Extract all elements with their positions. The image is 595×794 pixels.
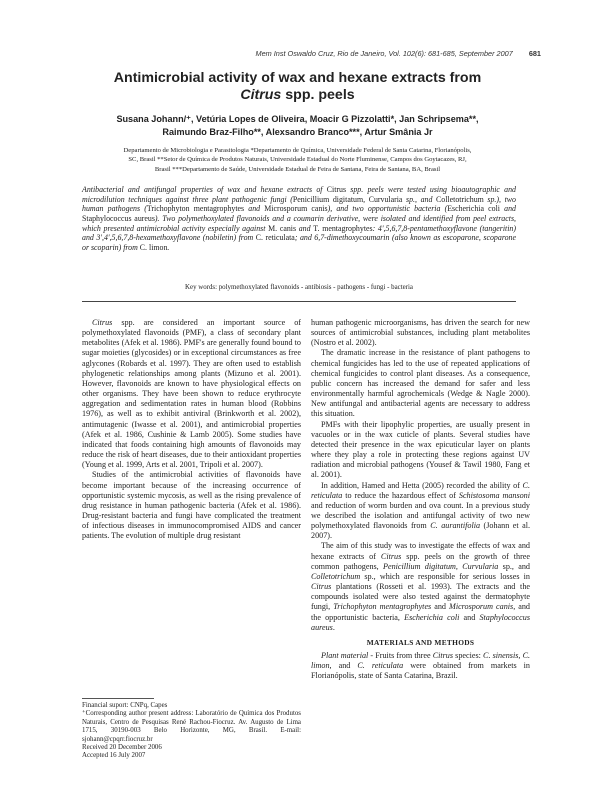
abstract-text: Colletotrichum <box>436 194 484 204</box>
affiliation-line-1: Departamento de Microbiologia e Parasitologia *Departamento de Química, Universidade Federal de Santa Catarina, Florianópolis, <box>123 147 472 154</box>
paragraph-text: were obtained from markets in Florianópolis, state of Santa Catarina, Brazil. <box>311 661 530 681</box>
species-name: Microsporum canis <box>449 602 514 612</box>
title-line-2 <box>60 87 535 104</box>
genus-name: Citrus <box>92 318 113 327</box>
genus-name: Citrus <box>432 651 454 660</box>
paragraph-text: to reduce the hazardous effect of <box>342 490 459 500</box>
genus-name: Citrus <box>380 551 402 561</box>
abstract-text: ; and 6,7-dimethoxycoumarin (also known as escoparone, scoparone or scoparin) from <box>82 233 516 252</box>
paragraph-text: and <box>431 602 450 612</box>
genus-name: Citrus <box>311 582 332 592</box>
intro-paragraph-2: Studies of the antimicrobial activities of flavonoids have become important because of the increasing occurrence of opportunistic systemic mycosis, as well as the rising prevalence of drug resistance in human pathogenic bacteria (Afek et al. 1986). Drug-resistant bacteria and fungi have complicated the treatment of infectious diseases in immunocompromised AIDS and cancer patients. The evolution of multiple drug resistant <box>82 470 301 541</box>
accepted-date: Accepted 16 July 2007 <box>82 752 146 760</box>
funding-note: Financial suport: CNPq, Capes <box>82 702 168 709</box>
abstract-text: , <box>363 194 369 204</box>
abstract-text: Escherichia coli <box>447 204 500 214</box>
paragraph-text: - Fruits from three <box>368 651 433 660</box>
page-number: 681 <box>528 49 541 58</box>
paragraph-text: The aim of this study was to investigate the effects of wax and hexane extracts of <box>311 541 530 561</box>
paragraph-text: , and the opportunistic bacteria, <box>311 602 530 622</box>
species-name: C. reticulata <box>311 480 530 500</box>
abstract-text: ). Two polymethoxylated flavonoids and a coumarin derivative, were isolated and identified from peel extracts, which presented antimicrobial activity especially against <box>82 213 516 233</box>
abstract-text: Trichophyton mentagrophytes <box>146 204 245 214</box>
footnotes <box>82 702 301 761</box>
species-name: C. aurantifolia <box>430 521 481 531</box>
methods-paragraph-1 <box>311 651 530 681</box>
paragraph-text: In addition, Hamed and Hetta (2005) recorded the ability of <box>321 480 523 490</box>
abstract-text: and <box>296 223 314 233</box>
intro-paragraph-5: PMFs with their lipophylic properties, are usually present in vacuoles or in the wax cuticle of plants. Several studies have detected their presence in the wax epicuticular layer on plants where they play a role in protecting these regions against UV radiation and microbial pathogens (Yousef & Tawil 1980, Fang et al. 2001). <box>311 419 530 480</box>
abstract-text: spp. peels were tested using bioautographic and microdilution techniques against three plant pathogenic fungi ( <box>82 185 516 204</box>
title-line-1: Antimicrobial activity of wax and hexane extracts from <box>113 70 482 86</box>
genus-name: Colletotrichum <box>311 571 361 581</box>
species-name: C. limon <box>311 651 531 671</box>
footnote-divider <box>82 698 154 699</box>
right-column <box>311 318 530 681</box>
abstract-text: Antibacterial and antifungal properties of wax and hexane extracts of <box>82 185 327 194</box>
abstract-text: T. mentagrophytes <box>313 223 373 233</box>
journal-citation: Mem Inst Oswaldo Cruz, Rio de Janeiro, Vol. 102(6): 681-685, September 2007 <box>255 49 513 58</box>
paragraph-text: , <box>455 561 463 571</box>
abstract-text: . <box>167 242 170 252</box>
intro-paragraph-1 <box>82 318 301 470</box>
species-name: C. reticulata <box>357 661 404 671</box>
species-name: Penicillium digitatum <box>383 561 456 571</box>
running-head <box>256 49 542 58</box>
paragraph-text: , and <box>329 661 358 671</box>
section-divider <box>82 301 516 302</box>
paragraph-text: spp. peels on the growth of three common pathogens, <box>311 551 530 571</box>
abstract-text: Microsporum canis <box>264 204 328 214</box>
abstract-text: Citrus <box>326 185 347 194</box>
abstract-text: Penicillium digitatum <box>292 194 364 204</box>
abstract-text: C. reticulata <box>255 233 295 243</box>
abstract-text: ), and two opportunistic bacteria ( <box>327 204 448 214</box>
title-line-2-rest: spp. peels <box>281 87 355 103</box>
authors-line-2: Raimundo Braz-Filho**, Alexsandro Branco***, Artur Smânia Jr <box>162 127 433 137</box>
genus-name: Curvularia <box>462 561 499 571</box>
corresponding-author-note: ⁺Corresponding author present address: Laboratório de Química dos Produtos Naturais, Centro de Pesquisas René Rachou-Fiocruz. Av. Augusto de Lima 1715, 30190-003 Belo Horizonte, MG, Brasil. E-mail: sjohann@cpqrr.fiocruz.br <box>82 710 301 743</box>
paragraph-text: spp. are considered an important source of polymethoxylated flavonoids (PMF), a class of secondary plant metabolites (Afek et al. 1986). PMF's are generally found bound to sugar moieties (glycosides) or in exceptional circumstances as free aglycones (Robards et al. 1997). They are often used to establish phylogenetic relationships among plants (Mizuno et al. 2001). However, flavonoids are known to have physiological effects on other organisms. They have been shown to reduce erythrocyte aggregation and sedimentation rates in human blood (Robbins 1976), as well as to exhibit antiviral (Brinkworth et al. 2002), antimutagenic (Iwasse et al. 2001), and antimicrobial properties (Afek et al. 1986, Cushinie & Lamb 2005). Some studies have indicated that foods containing high amounts of flavonoids may reduce the risk of heart diseases, due to their antioxidant properties (Young et al. 1999, Arts et al. 2001, Tripoli et al. 2007). <box>82 318 301 470</box>
affiliations <box>80 146 515 174</box>
title-genus: Citrus <box>240 87 282 103</box>
paragraph-text: (Johann et al. 2007). <box>311 521 531 541</box>
article-title <box>60 70 535 104</box>
authors-line-1: Susana Johann/⁺, Vetúria Lopes de Oliveira, Moacir G Pizzolatti*, Jan Schripsema**, <box>116 114 479 124</box>
intro-paragraph-4: The dramatic increase in the resistance of plant pathogens to chemical fungicides has led to the use of repeated applications of chemical fungicides to control plant diseases. As a consequence, public concern has increased the demand for safer and less environmentally harmful agrochemicals (Wedge & Nagle 2000). New antifungal and antibacterial agents are necessary to address this situation. <box>311 348 530 419</box>
paragraph-text: and <box>459 612 480 622</box>
species-name: Schistosoma mansoni <box>458 490 530 500</box>
abstract-text: and <box>244 204 265 214</box>
paragraph-text: sp., and <box>498 561 530 571</box>
abstract-text: Staphylococcus aureus <box>82 213 155 223</box>
paragraph-text: species: <box>453 651 484 660</box>
abstract-text: M. canis <box>268 223 297 233</box>
species-name: Trichophyton mentagrophytes <box>333 602 432 612</box>
paragraph-text: plantations (Rosseti et al. 1993). The extracts and the compounds isolated were also tested against the dermatophyte fungi, <box>311 582 530 612</box>
received-date: Received 20 December 2006 <box>82 744 162 752</box>
intro-paragraph-3: human pathogenic microorganisms, has driven the search for new sources of antimicrobial substances, including plant metabolites (Nostro et al. 2002). <box>311 318 530 348</box>
author-list <box>60 113 535 139</box>
abstract <box>82 185 516 253</box>
subsection-label: Plant material <box>321 651 369 660</box>
abstract-text: C. limon <box>139 242 168 252</box>
keywords: Key words: polymethoxylated flavonoids - antibiosis - pathogens - fungi - bacteria <box>185 284 413 291</box>
intro-paragraph-6 <box>311 481 530 542</box>
species-name: Escherichia coli <box>404 612 460 622</box>
paragraph-text: , <box>518 651 523 660</box>
abstract-text: : 4',5,6,7,8-pentamethoxyflavone (tangeritin) and 3',4',5,6,7,8-hexamethoxyflavone (nobiletin) from <box>82 223 516 243</box>
section-heading-methods: MATERIALS AND METHODS <box>366 637 475 647</box>
species-name: Staphylococcus aureus <box>311 612 530 632</box>
abstract-text: Curvularia <box>368 194 403 204</box>
affiliation-line-3: Brasil ***Departamento de Saúde, Universidade Estadual de Feira de Santana, Feira de Santana, BA, Brasil <box>154 165 441 173</box>
paragraph-text: . <box>332 622 335 632</box>
species-name: C. sinensis <box>483 651 519 660</box>
abstract-text: and <box>500 204 516 214</box>
paragraph-text: and reduction of worm burden and ova count. In a previous study we described the isolation and antifungal activity of two new polymethoxylated flavonoids from <box>311 500 530 531</box>
paragraph-text: sp., which are responsible for serious losses in <box>360 571 530 581</box>
affiliation-line-2: SC, Brasil **Setor de Química de Produtos Naturais, Universidade Estadual do Norte Fluminense, Campos dos Goytacazes, RJ, <box>128 156 467 164</box>
abstract-text: sp., and <box>402 194 437 204</box>
left-column <box>82 318 301 541</box>
intro-paragraph-7 <box>311 541 530 632</box>
abstract-text: sp.), two human pathogens ( <box>82 194 516 214</box>
